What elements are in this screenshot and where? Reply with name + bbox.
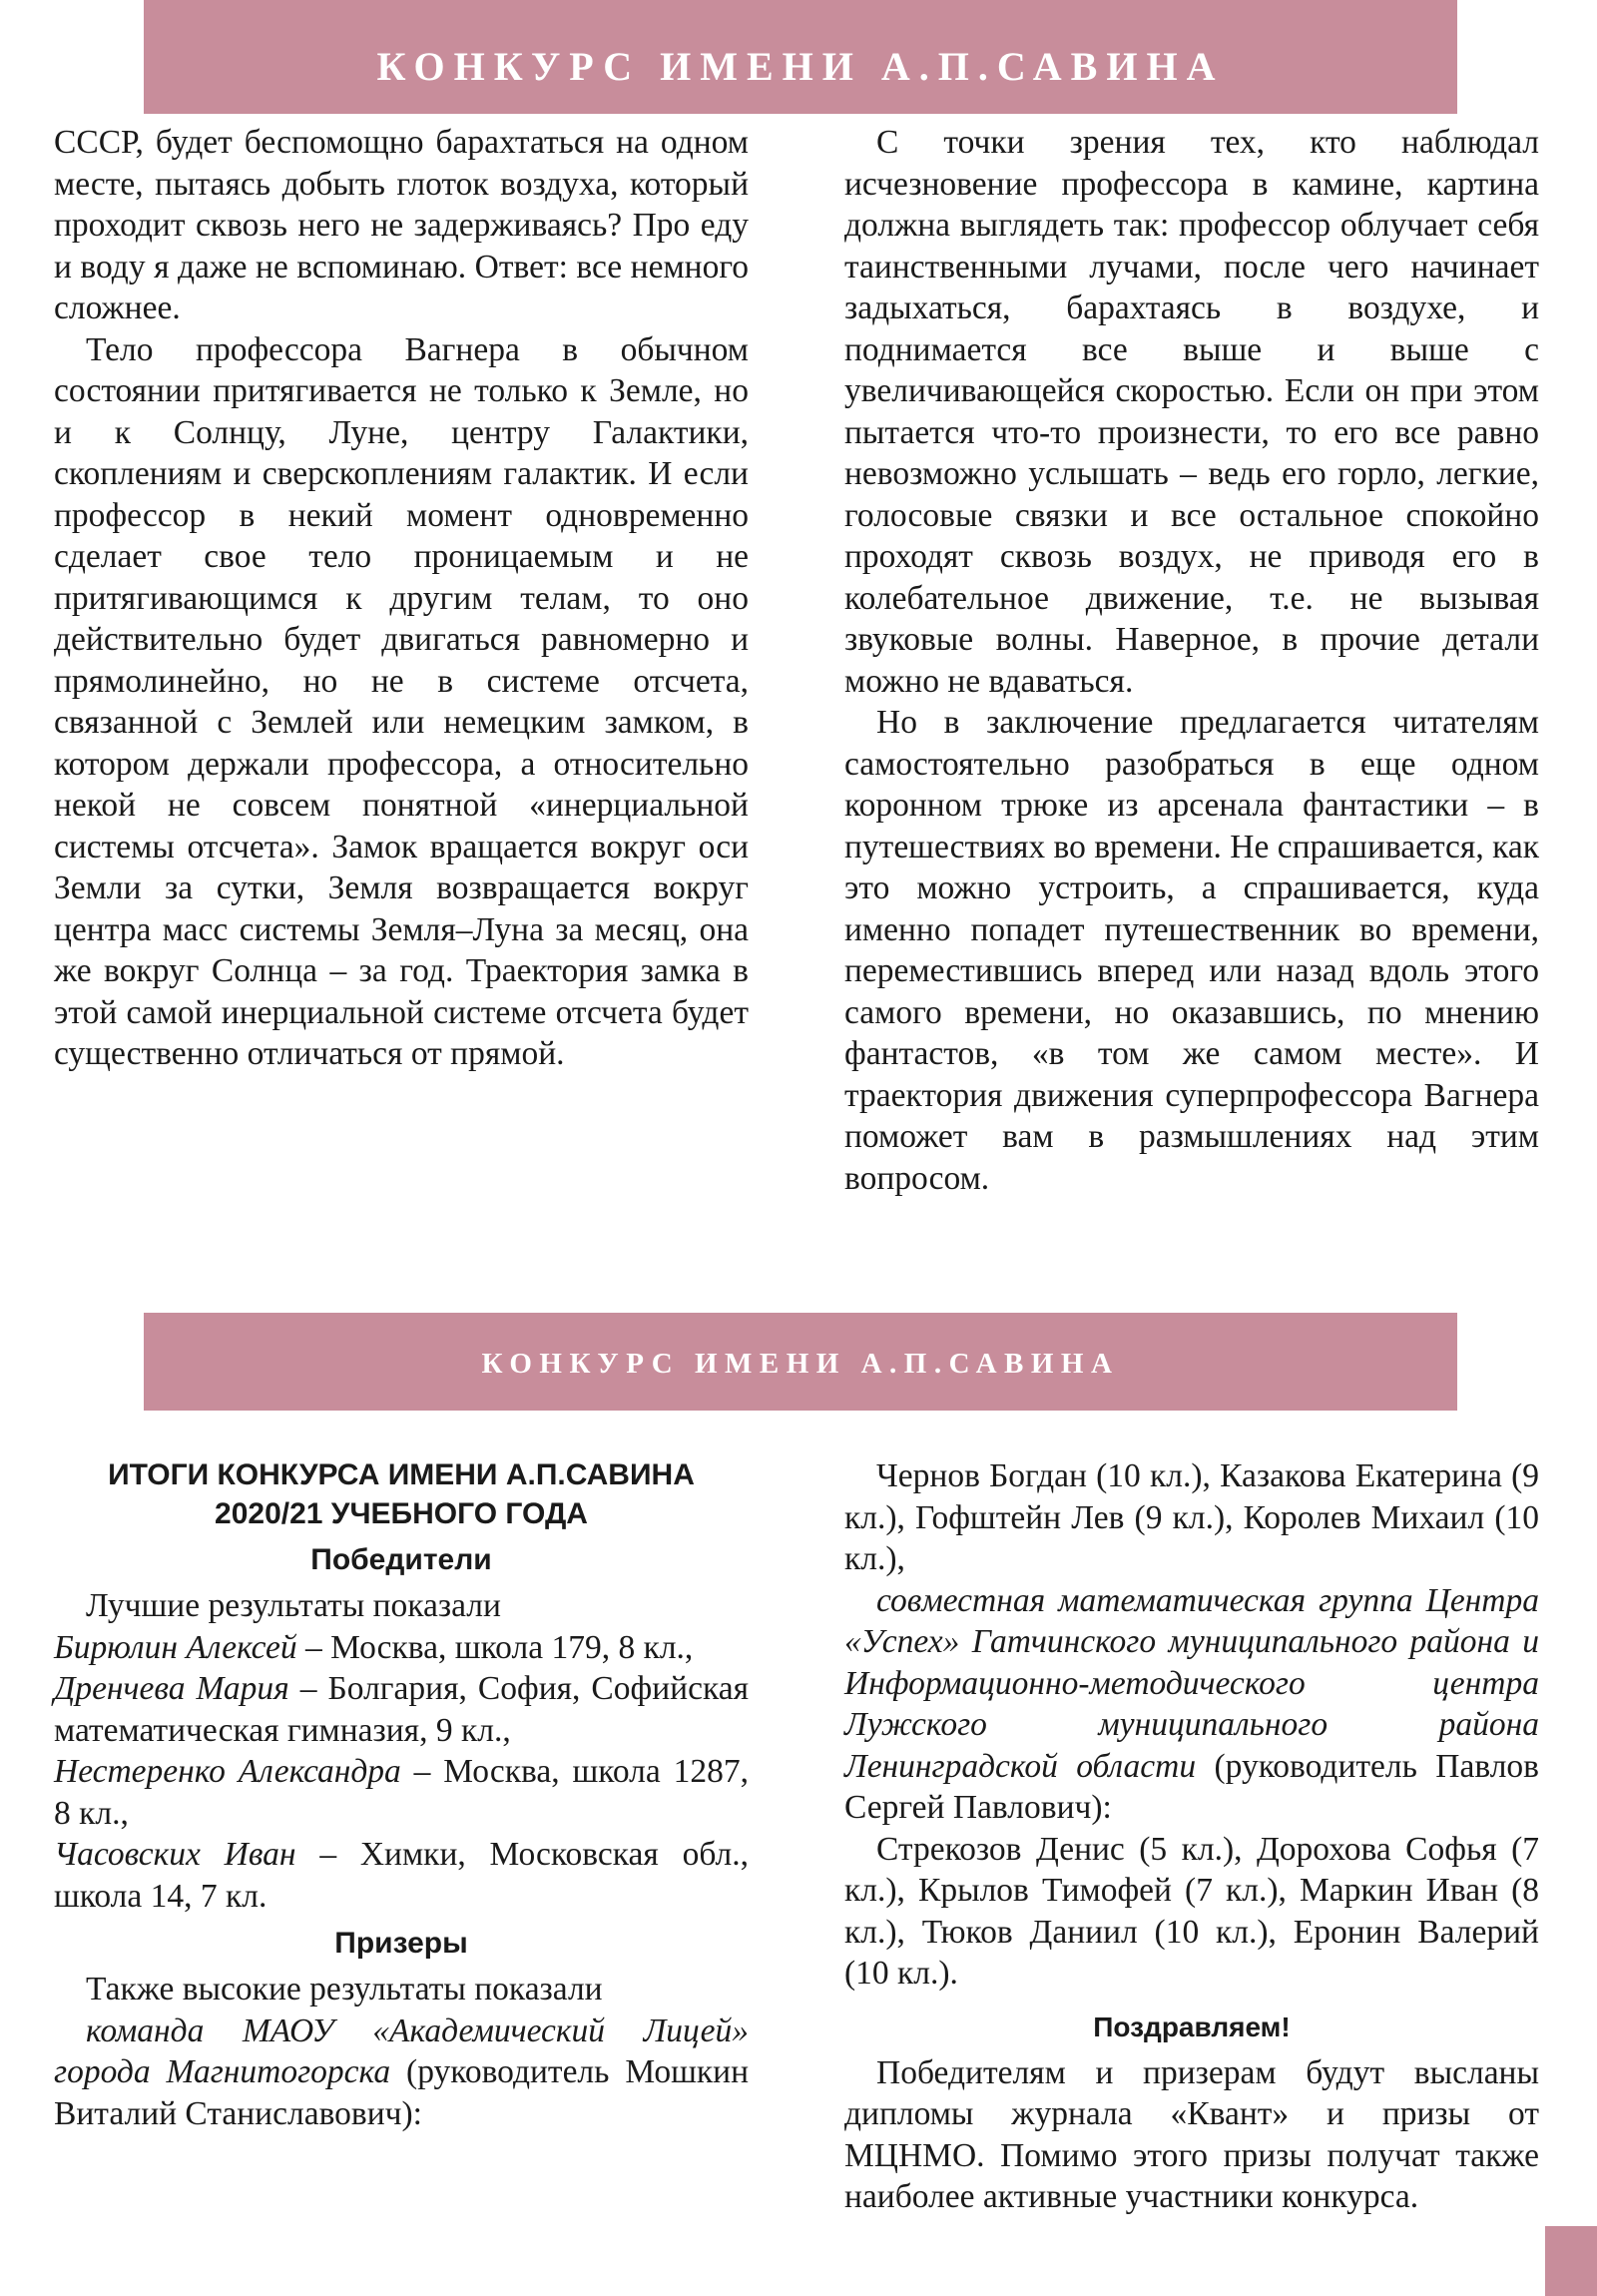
results-title-line: 2020/21 УЧЕБНОГО ГОДА xyxy=(215,1497,588,1530)
winner-info: – Химки, Московская обл., школа 14, 7 кл. xyxy=(54,1836,749,1915)
prize-intro: Также высокие результаты показали xyxy=(86,1971,603,2008)
team-name: команда МАОУ «Академический Лицей» города Магнитогорска xyxy=(54,2011,749,2090)
article-paragraph: С точки зрения тех, кто наблюдал исчезновение профессора в камине, картина должна выглядеть так: профессор облучает себя таинственными лучами, после чего начинает задыхаться, барахтаясь в воздухе, и поднимается все выше и выше с увеличивающейся скоростью. Если он при этом пытается что-то произнести, то его все равно невозможно услышать – ведь его горло, легкие, голосовые связки и все остальное спокойно проходят сквозь воздух, не приводя его в колебательное движение, т.е. не вызывая звуковые волны. Наверное, в прочие детали можно не вдаваться. xyxy=(844,124,1539,700)
winner-name: Бирюлин Алексей xyxy=(54,1628,297,1666)
article-paragraph: СССР, будет беспомощно барахтаться на одном месте, пытаясь добыть глоток воздуха, который проходит сквозь него не задерживаясь? Про еду и воду я даже не вспоминаю. Ответ: все немного сложнее. xyxy=(54,124,749,326)
section-banner-top: КОНКУРС ИМЕНИ А.П.САВИНА xyxy=(144,0,1457,114)
winner-name: Дренчева Мария xyxy=(54,1670,289,1707)
congrats-text: Победителям и призерам будут высланы дипломы журнала «Квант» и призы от МЦНМО. Помимо этого призы получат также наиболее активные участники конкурса. xyxy=(844,2053,1539,2215)
congrats-heading: Поздравляем! xyxy=(1093,2010,1291,2042)
results-title xyxy=(54,1455,749,1533)
winner-info: – Москва, школа 179, 8 кл., xyxy=(296,1628,694,1666)
winner-info: – Москва, школа 1287, 8 кл., xyxy=(54,1753,749,1832)
winner-entry xyxy=(54,1668,749,1751)
winners-intro: Лучшие результаты показали xyxy=(86,1587,501,1624)
winner-entry xyxy=(54,1627,749,1669)
article-paragraph: Но в заключение предлагается читателям самостоятельно разобраться в еще одном коронном трюке из арсенала фантастики – в путешествиях во времени. Не спрашивается, как это можно устроить, а спрашивается, куда именно попадет путешественник во времени, переместившись вперед или назад вдоль этого самого времени, но оказавшись, по мнению фантастов, «в том же самом месте». И траектория движения суперпрофессора Вагнера поможет вам в размышлениях над этим вопросом. xyxy=(844,704,1539,1197)
team-info: (руководитель Мошкин Виталий Станиславович): xyxy=(54,2053,749,2132)
article-column-right xyxy=(844,122,1539,1199)
winner-info: – Болгария, София, Софийская математическая гимназия, 9 кл., xyxy=(54,1670,750,1749)
results-column-left xyxy=(54,1455,749,2134)
team-name: совместная математическая группа Центра «Успех» Гатчинского муниципального района и Информационно-методического центра Лужского муниципального района Ленинградской области xyxy=(844,1581,1539,1785)
prize-heading: Призеры xyxy=(334,1927,468,1960)
team-info: (руководитель Павлов Сергей Павлович): xyxy=(844,1747,1539,1826)
article-column-left xyxy=(54,122,749,1075)
results-column-right xyxy=(844,1455,1539,2218)
section-banner-middle: КОНКУРС ИМЕНИ А.П.САВИНА xyxy=(144,1313,1457,1411)
winner-entry xyxy=(54,1751,749,1834)
team-entry xyxy=(844,1580,1539,1829)
team-members: Чернов Богдан (10 кл.), Казакова Екатерина (9 кл.), Гофштейн Лев (9 кл.), Королев Михаил (10 кл.), xyxy=(844,1457,1539,1577)
results-title-line: ИТОГИ КОНКУРСА ИМЕНИ А.П.САВИНА xyxy=(108,1458,695,1491)
team-members: Стрекозов Денис (5 кл.), Дорохова Софья (7 кл.), Крылов Тимофей (7 кл.), Маркин Иван (8 кл.), Тюков Даниил (10 кл.), Еронин Валерий (10 кл.). xyxy=(844,1830,1539,1992)
winners-heading: Победители xyxy=(310,1543,492,1576)
page-corner-tab xyxy=(1545,2226,1597,2296)
winner-name: Часовских Иван xyxy=(54,1836,296,1873)
winner-name: Нестеренко Александра xyxy=(54,1753,401,1790)
article-paragraph: Тело профессора Вагнера в обычном состоянии притягивается не только к Земле, но и к Солнцу, Луне, центру Галактики, скоплениям и сверскоплениям галактик. И если профессор в некий момент одновременно сделает свое тело проницаемым и не притягивающимся к другим телам, то оно действительно будет двигаться равномерно и прямолинейно, но не в системе отсчета, связанной с Землей или немецким замком, в котором держали профессора, а относительно некой не совсем понятной «инерциальной системы отсчета». Замок вращается вокруг оси Земли за сутки, Земля возвращается вокруг центра масс системы Земля–Луна за месяц, она же вокруг Солнца – за год. Траектория замка в этой самой инерциальной системе отсчета будет существенно отличаться от прямой. xyxy=(54,330,749,1072)
team-entry xyxy=(54,2010,749,2135)
winner-entry xyxy=(54,1834,749,1917)
